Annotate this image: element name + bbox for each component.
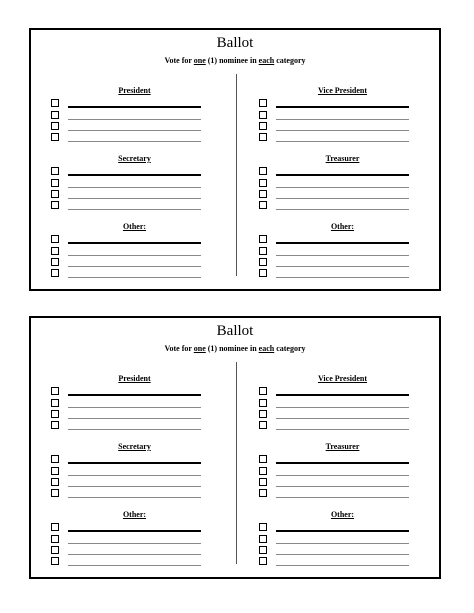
column-divider <box>236 362 237 564</box>
vote-checkbox[interactable] <box>51 523 59 531</box>
vote-checkbox[interactable] <box>51 111 59 119</box>
nominee-row <box>31 420 201 430</box>
nominee-write-in-line[interactable] <box>68 530 201 532</box>
nominee-write-in-line[interactable] <box>68 394 201 396</box>
vote-checkbox[interactable] <box>51 269 59 277</box>
nominee-write-in-line[interactable] <box>276 277 409 278</box>
nominee-write-in-line[interactable] <box>68 255 201 256</box>
instructions-each: each <box>258 344 275 353</box>
vote-checkbox[interactable] <box>259 122 267 130</box>
nominee-row <box>31 121 201 131</box>
nominee-write-in-line[interactable] <box>276 255 409 256</box>
vote-checkbox[interactable] <box>259 235 267 243</box>
nominee-row <box>239 268 409 278</box>
nominee-write-in-line[interactable] <box>276 266 409 267</box>
nominee-write-in-line[interactable] <box>68 266 201 267</box>
nominee-write-in-line[interactable] <box>276 543 409 544</box>
nominee-row <box>239 246 409 256</box>
vote-checkbox[interactable] <box>259 201 267 209</box>
ballot-instructions <box>31 344 439 354</box>
nominee-row <box>239 98 409 108</box>
instructions-each: each <box>258 56 275 65</box>
nominee-row <box>239 409 409 419</box>
instructions-text: category <box>274 344 306 353</box>
vote-checkbox[interactable] <box>259 111 267 119</box>
vote-checkbox[interactable] <box>51 455 59 463</box>
column-divider <box>236 74 237 276</box>
nominee-write-in-line[interactable] <box>68 486 201 487</box>
nominee-row <box>239 234 409 244</box>
nominee-write-in-line[interactable] <box>68 462 201 464</box>
nominee-write-in-line[interactable] <box>276 119 409 120</box>
vote-checkbox[interactable] <box>259 455 267 463</box>
nominee-row <box>31 268 201 278</box>
nominee-row <box>239 398 409 408</box>
ballot-card <box>29 316 441 579</box>
instructions-one: one <box>193 56 206 65</box>
vote-checkbox[interactable] <box>51 167 59 175</box>
nominee-write-in-line[interactable] <box>68 475 201 476</box>
nominee-write-in-line[interactable] <box>276 187 409 188</box>
nominee-row <box>31 257 201 267</box>
vote-checkbox[interactable] <box>259 99 267 107</box>
nominee-write-in-line[interactable] <box>276 407 409 408</box>
nominee-row <box>239 110 409 120</box>
nominee-write-in-line[interactable] <box>276 242 409 244</box>
nominee-row <box>239 386 409 396</box>
nominee-write-in-line[interactable] <box>68 497 201 498</box>
vote-checkbox[interactable] <box>259 190 267 198</box>
nominee-write-in-line[interactable] <box>68 407 201 408</box>
vote-checkbox[interactable] <box>259 258 267 266</box>
instructions-text: category <box>274 56 306 65</box>
nominee-row <box>31 178 201 188</box>
nominee-write-in-line[interactable] <box>276 418 409 419</box>
vote-checkbox[interactable] <box>51 399 59 407</box>
vote-checkbox[interactable] <box>51 235 59 243</box>
vote-checkbox[interactable] <box>51 387 59 395</box>
category-heading: Treasurer <box>325 154 360 163</box>
nominee-row <box>239 545 409 555</box>
vote-checkbox[interactable] <box>51 467 59 475</box>
vote-checkbox[interactable] <box>259 489 267 497</box>
nominee-write-in-line[interactable] <box>276 462 409 464</box>
nominee-row <box>239 166 409 176</box>
nominee-row <box>31 488 201 498</box>
nominee-row <box>31 466 201 476</box>
vote-checkbox[interactable] <box>51 190 59 198</box>
nominee-write-in-line[interactable] <box>276 209 409 210</box>
nominee-row <box>239 200 409 210</box>
nominee-row <box>31 166 201 176</box>
ballot-card <box>29 28 441 291</box>
nominee-row <box>31 386 201 396</box>
vote-checkbox[interactable] <box>51 546 59 554</box>
category-heading: President <box>118 86 151 95</box>
ballot-instructions <box>31 56 439 66</box>
nominee-write-in-line[interactable] <box>68 187 201 188</box>
vote-checkbox[interactable] <box>259 133 267 141</box>
nominee-write-in-line[interactable] <box>68 565 201 566</box>
vote-checkbox[interactable] <box>51 410 59 418</box>
nominee-row <box>31 234 201 244</box>
nominee-write-in-line[interactable] <box>68 242 201 244</box>
nominee-row <box>239 534 409 544</box>
vote-checkbox[interactable] <box>259 387 267 395</box>
nominee-write-in-line[interactable] <box>276 429 409 430</box>
nominee-row <box>239 454 409 464</box>
category-heading: Other: <box>122 510 147 519</box>
nominee-row <box>239 420 409 430</box>
vote-checkbox[interactable] <box>51 258 59 266</box>
nominee-row <box>31 556 201 566</box>
nominee-row <box>31 522 201 532</box>
nominee-row <box>239 257 409 267</box>
vote-checkbox[interactable] <box>259 269 267 277</box>
nominee-write-in-line[interactable] <box>68 429 201 430</box>
nominee-write-in-line[interactable] <box>68 130 201 131</box>
nominee-write-in-line[interactable] <box>68 106 201 108</box>
ballot-title: Ballot <box>216 323 254 339</box>
vote-checkbox[interactable] <box>51 133 59 141</box>
category-heading: Other: <box>122 222 147 231</box>
nominee-row <box>239 522 409 532</box>
nominee-write-in-line[interactable] <box>68 543 201 544</box>
vote-checkbox[interactable] <box>259 557 267 565</box>
category-heading: Secretary <box>118 442 151 451</box>
category-heading: Vice President <box>317 374 368 383</box>
vote-checkbox[interactable] <box>259 167 267 175</box>
nominee-row <box>239 189 409 199</box>
nominee-row <box>31 132 201 142</box>
nominee-write-in-line[interactable] <box>276 394 409 396</box>
vote-checkbox[interactable] <box>259 247 267 255</box>
nominee-row <box>239 178 409 188</box>
nominee-row <box>239 556 409 566</box>
nominee-write-in-line[interactable] <box>68 198 201 199</box>
instructions-text: Vote for <box>164 344 194 353</box>
nominee-write-in-line[interactable] <box>276 106 409 108</box>
nominee-row <box>239 488 409 498</box>
vote-checkbox[interactable] <box>51 557 59 565</box>
category-heading: President <box>118 374 151 383</box>
nominee-row <box>239 466 409 476</box>
vote-checkbox[interactable] <box>51 535 59 543</box>
nominee-write-in-line[interactable] <box>276 130 409 131</box>
vote-checkbox[interactable] <box>259 179 267 187</box>
vote-checkbox[interactable] <box>259 535 267 543</box>
nominee-row <box>31 98 201 108</box>
category-heading: Treasurer <box>325 442 360 451</box>
nominee-row <box>31 200 201 210</box>
instructions-text: Vote for <box>164 56 194 65</box>
nominee-write-in-line[interactable] <box>276 565 409 566</box>
category-heading: Other: <box>330 222 355 231</box>
nominee-row <box>31 246 201 256</box>
category-heading: Other: <box>330 510 355 519</box>
category-heading: Vice President <box>317 86 368 95</box>
nominee-write-in-line[interactable] <box>276 554 409 555</box>
vote-checkbox[interactable] <box>51 489 59 497</box>
ballot-title: Ballot <box>216 35 254 51</box>
nominee-write-in-line[interactable] <box>68 174 201 176</box>
nominee-write-in-line[interactable] <box>276 486 409 487</box>
nominee-row <box>239 477 409 487</box>
nominee-write-in-line[interactable] <box>276 497 409 498</box>
nominee-row <box>239 121 409 131</box>
vote-checkbox[interactable] <box>259 478 267 486</box>
vote-checkbox[interactable] <box>259 523 267 531</box>
nominee-row <box>31 189 201 199</box>
nominee-row <box>31 110 201 120</box>
vote-checkbox[interactable] <box>51 122 59 130</box>
nominee-write-in-line[interactable] <box>68 119 201 120</box>
nominee-write-in-line[interactable] <box>276 530 409 532</box>
nominee-write-in-line[interactable] <box>68 277 201 278</box>
vote-checkbox[interactable] <box>51 247 59 255</box>
nominee-write-in-line[interactable] <box>276 141 409 142</box>
instructions-text: (1) nominee in <box>205 344 259 353</box>
vote-checkbox[interactable] <box>51 201 59 209</box>
nominee-write-in-line[interactable] <box>68 141 201 142</box>
nominee-row <box>31 398 201 408</box>
nominee-write-in-line[interactable] <box>68 209 201 210</box>
vote-checkbox[interactable] <box>51 421 59 429</box>
vote-checkbox[interactable] <box>51 478 59 486</box>
nominee-row <box>31 545 201 555</box>
instructions-text: (1) nominee in <box>205 56 259 65</box>
nominee-row <box>31 477 201 487</box>
category-heading: Secretary <box>118 154 151 163</box>
vote-checkbox[interactable] <box>259 410 267 418</box>
nominee-write-in-line[interactable] <box>276 174 409 176</box>
nominee-write-in-line[interactable] <box>276 198 409 199</box>
nominee-row <box>31 454 201 464</box>
nominee-write-in-line[interactable] <box>68 554 201 555</box>
nominee-row <box>239 132 409 142</box>
vote-checkbox[interactable] <box>259 421 267 429</box>
nominee-row <box>31 534 201 544</box>
vote-checkbox[interactable] <box>259 467 267 475</box>
nominee-write-in-line[interactable] <box>276 475 409 476</box>
vote-checkbox[interactable] <box>51 179 59 187</box>
instructions-one: one <box>193 344 206 353</box>
nominee-write-in-line[interactable] <box>68 418 201 419</box>
nominee-row <box>31 409 201 419</box>
vote-checkbox[interactable] <box>259 399 267 407</box>
vote-checkbox[interactable] <box>259 546 267 554</box>
vote-checkbox[interactable] <box>51 99 59 107</box>
